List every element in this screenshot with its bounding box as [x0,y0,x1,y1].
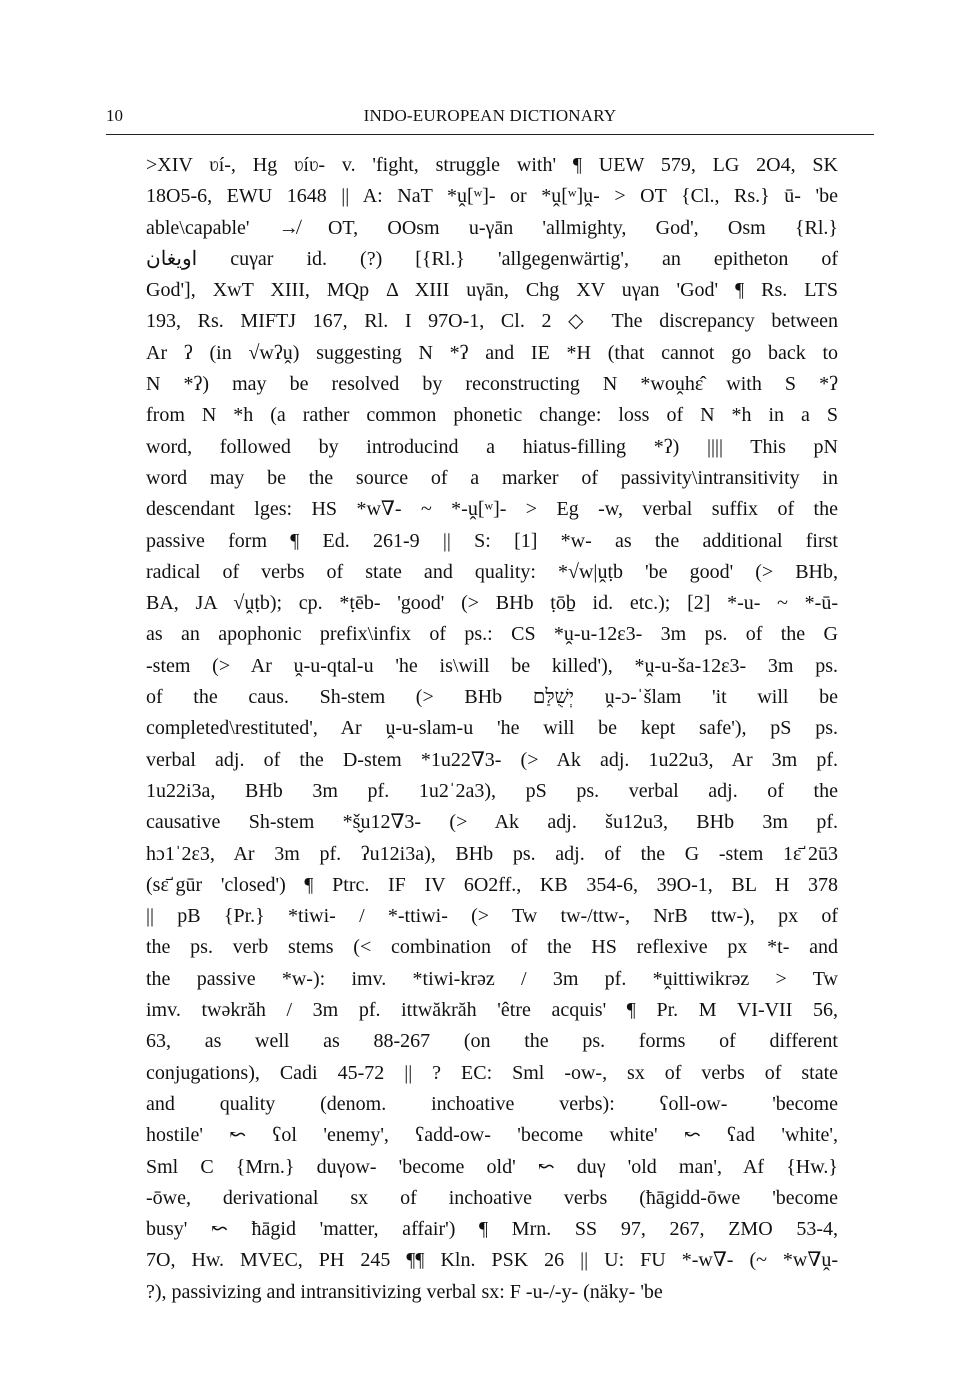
text-line: 7O, Hw. MVEC, PH 245 ¶¶ Kln. PSK 26 || U: FU *-w∇- (~ *w∇ṷ- [146,1249,838,1272]
text-line: -ōwe, derivational sx of inchoative verbs (ħāgidd-ōwe 'become [146,1186,838,1209]
text-line: BA, JA √ṷṭb); cp. *ṭēb- 'good' (> BHb ṭōḇ id. etc.); [2] *-u- ~ *-ū- [146,592,838,615]
text-line: N *ʔ) may be resolved by reconstructing N *woṷhɛ̂ with S *ʔ [146,373,838,396]
text-line: passive form ¶ Ed. 261-9 || S: [1] *w- as the additional first [146,529,838,552]
text-line: 63, as well as 88-267 (on the ps. forms of different [146,1030,838,1053]
text-line: ?), passivizing and intransitivizing verbal sx: F -u-/-y- (näky- 'be [146,1280,663,1303]
text-line: as an apophonic prefix\infix of ps.: CS *ṷ-u-12ɛ3- 3m ps. of the G [146,623,838,646]
text-line: (sɛ̄ˈgūr 'closed') ¶ Ptrc. IF IV 6O2ff., KB 354-6, 39O-1, BL H 378 [146,873,838,896]
text-line: word may be the source of a marker of passivity\intransitivity in [146,466,838,489]
text-line: busy' ↜ ħāgid 'matter, affair') ¶ Mrn. SS 97, 267, ZMO 53-4, [146,1218,838,1241]
entry-text [146,150,838,1308]
text-line: descendant lges: HS *w∇- ~ *-ṷ[ʷ]- > Eg -w, verbal suffix of the [146,498,838,521]
text-line: word, followed by introducind a hiatus-filling *ʔ) |||| This pN [146,435,838,458]
text-line: and quality (denom. inchoative verbs): ʕoll-ow- 'become [146,1092,838,1115]
text-line: 193, Rs. MIFTJ 167, Rl. I 97O-1, Cl. 2 ◇ The discrepancy between [146,310,838,333]
text-line: Ar ʔ (in √wʔṷ) suggesting N *ʔ and IE *H (that cannot go back to [146,341,838,364]
text-line: God'], XwT XIII, MQp Δ XIII uγān, Chg XV uγan 'God' ¶ Rs. LTS [146,279,838,302]
text-line: || pB {Pr.} *tiwi- / *-ttiwi- (> Tw tw-/ttw-, NrB ttw-), px of [146,905,838,928]
text-line: conjugations), Cadi 45-72 || ? EC: Sml -ow-, sx of verbs of state [146,1061,838,1084]
text-line: imv. twəkrăh / 3m pf. ittwăkrăh 'être acquis' ¶ Pr. M VI-VII 56, [146,999,838,1022]
text-line: of the caus. Sh-stem (> BHb יְשֻׁלַּם ṷ-ɔ-ˈšlam 'it will be [146,686,838,709]
text-line: اويغان cuγar id. (?) [{Rl.} 'allgegenwärtig', an epitheton of [146,247,838,270]
text-line: causative Sh-stem *š̬u12∇3- (> Ak adj. šu12u3, BHb 3m pf. [146,811,838,834]
text-line: able\capable' ↛ OT, OOsm u-γān 'allmighty, God', Osm {Rl.} [146,216,838,239]
running-title: INDO-EUROPEAN DICTIONARY [363,106,617,125]
text-line: verbal adj. of the D-stem *1u22∇3- (> Ak adj. 1u22u3, Ar 3m pf. [146,748,838,771]
text-line: hostile' ↜ ʕol 'enemy', ʕadd-ow- 'become white' ↜ ʕad 'white', [146,1124,838,1147]
text-line: the ps. verb stems (< combination of the HS reflexive px *t- and [146,936,838,959]
text-line: -stem (> Ar ṷ-u-qtal-u 'he is\will be killed'), *ṷ-u-ša-12ɛ3- 3m ps. [146,654,838,677]
text-line: completed\restituted', Ar ṷ-u-slam-u 'he will be kept safe'), pS ps. [146,717,838,740]
text-line: Sml C {Mrn.} duγow- 'become old' ↜ duγ 'old man', Af {Hw.} [146,1155,838,1178]
text-line: 18O5-6, EWU 1648 || A: NaT *ṷ[ʷ]- or *ṷ[ʷ]ṷ- > OT {Cl., Rs.} ū- 'be [146,185,838,208]
text-line: the passive *w-): imv. *tiwi-krəz / 3m pf. *ṷittiwikrəz > Tw [146,967,838,990]
text-line: >XIV ʋí-, Hg ʋíʋ- v. 'fight, struggle with' ¶ UEW 579, LG 2O4, SK [146,154,838,176]
page-header [106,106,874,130]
text-line: radical of verbs of state and quality: *√w|ṷṭb 'be good' (> BHb, [146,560,838,583]
text-line: 1u22i3a, BHb 3m pf. 1u2ˈ2a3), pS ps. verbal adj. of the [146,779,838,802]
text-line: hɔ1ˈ2ɛ3, Ar 3m pf. ʔu12i3a), BHb ps. adj. of the G -stem 1ɛ̄ˈ2ū3 [146,842,838,865]
text-line: from N *h (a rather common phonetic change: loss of N *h in a S [146,404,838,427]
header-rule [106,134,874,135]
page-number: 10 [106,106,123,125]
